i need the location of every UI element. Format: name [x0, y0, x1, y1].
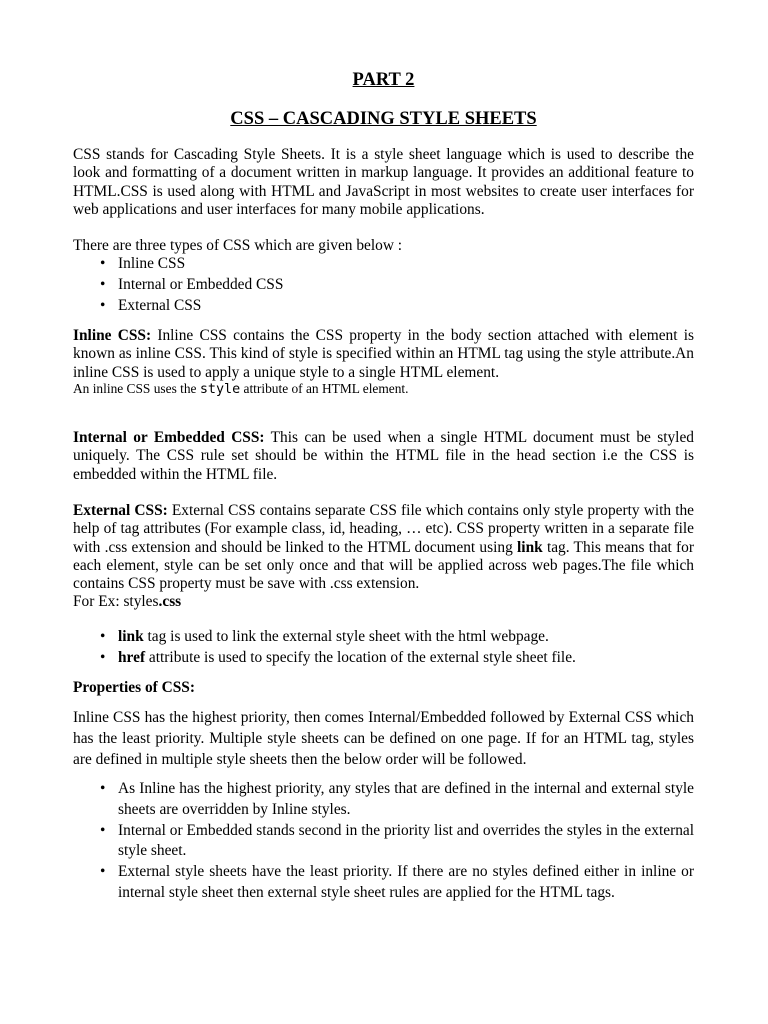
bullet-icon: •: [100, 628, 106, 645]
bullet-icon: •: [100, 821, 106, 839]
bullet-icon: •: [100, 296, 106, 314]
list-item: • Internal or Embedded CSS: [73, 275, 694, 296]
internal-css-paragraph: Internal or Embedded CSS: This can be used when a single HTML document must be styled uniquely. The CSS rule set should be within the HTML file in the head section i.e the CSS is embedded within the HTML file.: [73, 429, 694, 483]
bullet-icon: •: [100, 648, 106, 666]
list-item: • Internal or Embedded stands second in the priority list and overrides the styles in the external style sheet.: [100, 821, 694, 860]
external-css-example: For Ex: styles.css: [73, 593, 182, 610]
inline-css-paragraph: Inline CSS: Inline CSS contains the CSS property in the body section attached with element is known as inline CSS. This kind of style is specified within an HTML tag using the style attribute.An inline CSS is used to apply a unique style to a single HTML element.: [73, 327, 694, 381]
style-code: style: [199, 382, 241, 397]
intro-paragraph: CSS stands for Cascading Style Sheets. It is a style sheet language which is used to describe the look and formatting of a document written in markup language. It provides an additional feature to HTML.CSS is used along with HTML and JavaScript in most websites to create user interfaces for web applications and user interfaces for many mobile applications.: [73, 146, 694, 218]
bullet-icon: •: [100, 255, 106, 272]
types-intro: There are three types of CSS which are given below :: [73, 237, 403, 254]
inline-css-note: An inline CSS uses the style attribute of an HTML element.: [73, 381, 409, 397]
list-item: • External style sheets have the least priority. If there are no styles defined either in inline or internal style sheet then external style sheet rules are applied for the HTML tags.: [100, 863, 694, 901]
page-title: CSS – CASCADING STYLE SHEETS: [230, 109, 537, 129]
external-css-paragraph: External CSS: External CSS contains separate CSS file which contains only style property with the help of tag attributes (For example class, id, heading, … etc). CSS property written in a separate file with .css extension and should be linked to the HTML document using link tag. This means that for each element, style can be set only once and that will be applied across web pages.The file which contains CSS property must be save with .css extension.: [73, 502, 694, 593]
list-item: • As Inline has the highest priority, any styles that are defined in the internal and external style sheets are overridden by Inline styles.: [100, 780, 694, 818]
bullet-icon: •: [100, 780, 106, 797]
list-item: • External CSS: [73, 296, 694, 317]
bullet-icon: •: [100, 275, 106, 293]
inline-css-heading: Inline CSS:: [73, 327, 152, 344]
part-title: PART 2: [352, 70, 415, 90]
priority-list: [73, 779, 694, 904]
link-href-list: [73, 627, 694, 668]
bullet-icon: •: [100, 863, 106, 881]
list-item: • link tag is used to link the external style sheet with the html webpage.: [73, 627, 694, 648]
css-types-list: [73, 254, 694, 316]
properties-heading: Properties of CSS:: [73, 679, 195, 696]
properties-paragraph: Inline CSS has the highest priority, then comes Internal/Embedded followed by External CSS which has the least priority. Multiple style sheets can be defined on one page. If for an HTML tag, styles are defined in multiple style sheets then the below order will be followed.: [73, 709, 694, 768]
list-item: • Inline CSS: [73, 254, 694, 275]
list-item: • href attribute is used to specify the location of the external style sheet file.: [73, 648, 694, 669]
external-css-heading: External CSS:: [73, 502, 168, 519]
internal-css-heading: Internal or Embedded CSS:: [73, 429, 265, 446]
